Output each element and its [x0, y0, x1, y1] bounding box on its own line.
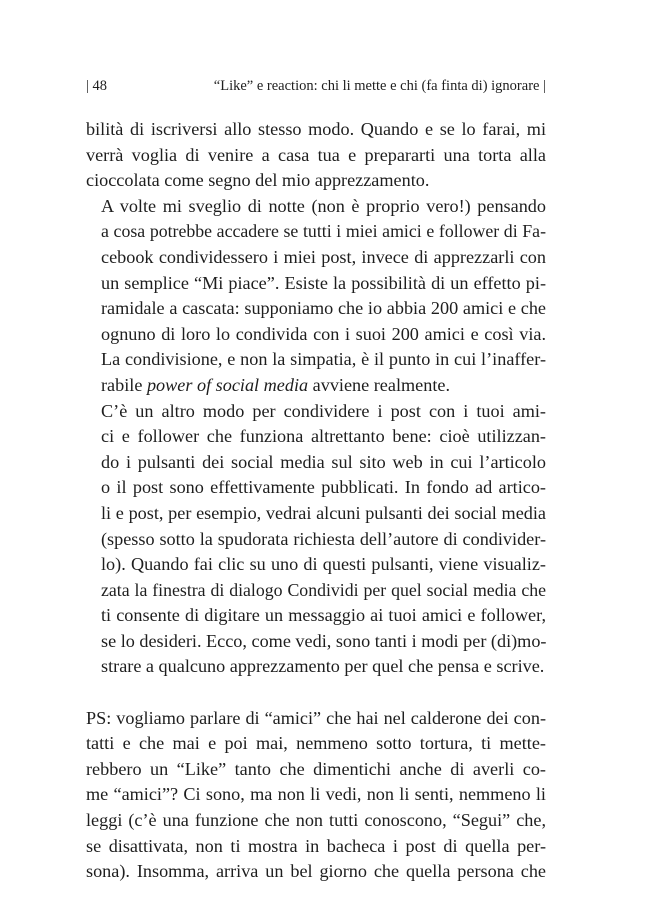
text-line: rebbero un “Like” tanto che dimentichi anche di averli co-: [86, 758, 546, 779]
text-line: (spesso sotto la spudorata richiesta dell’autore di condivider-: [101, 528, 546, 549]
text-line: lo). Quando fai clic su uno di questi pulsanti, viene visualiz-: [101, 554, 546, 575]
text-line: se disattivata, non ti mostra in bacheca i post di quella per-: [86, 835, 546, 856]
paragraph-postscript: [86, 706, 546, 885]
text-line: C’è un altro modo per condividere i post con i tuoi ami-: [101, 400, 546, 421]
running-head-title: “Like” e reaction: chi li mette e chi (fa finta di) ignorare |: [213, 78, 546, 94]
paragraph-night-thoughts: [86, 194, 546, 399]
emphasis-phrase: power of social media: [146, 374, 309, 395]
paragraph-continuation: [86, 117, 546, 194]
text-line: leggi (c’è una funzione che non tutti conoscono, “Segui” che,: [86, 810, 546, 831]
text-line: ti consente di digitare un messaggio ai tuoi amici e follower,: [101, 605, 546, 626]
text-line: cebook condividessero i miei post, invece di apprezzarli con: [101, 246, 546, 267]
text-line: La condivisione, e non la simpatia, è il punto in cui l’inaffer-: [101, 349, 546, 370]
text-line: me “amici”? Ci sono, ma non li vedi, non li senti, nemmeno li: [86, 784, 546, 805]
page-number: | 48: [86, 78, 108, 94]
text-line: sona). Insomma, arriva un bel giorno che quella persona che: [86, 861, 546, 882]
text-run: rabile: [101, 374, 147, 395]
paragraph-share-buttons: [86, 399, 546, 681]
running-head: [86, 76, 546, 96]
text-line: bilità di iscriversi allo stesso modo. Quando e se lo farai, mi: [86, 119, 546, 139]
text-run: avviene realmente.: [308, 374, 450, 395]
text-line: se lo desideri. Ecco, come vedi, sono tanti i modi per (di)mo-: [101, 630, 547, 651]
text-line: li e post, per esempio, vedrai alcuni pulsanti dei social media: [101, 502, 546, 523]
text-line: PS: vogliamo parlare di “amici” che hai nel calderone dei con-: [86, 707, 546, 728]
text-line: strare a qualcuno apprezzamento per quel che pensa e scrive.: [101, 656, 545, 677]
text-line: un semplice “Mi piace”. Esiste la possibilità di un effetto pi-: [101, 272, 546, 293]
text-line: cioccolata come segno del mio apprezzamento.: [86, 170, 430, 191]
text-line: ramidale a cascata: supponiamo che io abbia 200 amici e che: [101, 298, 546, 319]
text-line: zata la finestra di dialogo Condividi per quel social media che: [101, 579, 546, 600]
text-line: [86, 373, 546, 399]
text-line: A volte mi sveglio di notte (non è proprio vero!) pensando: [101, 195, 546, 216]
text-line: verrà voglia di venire a casa tua e prepararti una torta alla: [86, 144, 546, 165]
body-text: [86, 117, 546, 885]
text-line: tatti e che mai e poi mai, nemmeno sotto tortura, ti mette-: [86, 733, 546, 754]
text-line: do i pulsanti dei social media sul sito web in cui l’articolo: [101, 451, 546, 472]
text-line: ognuno di loro lo condivida con i suoi 200 amici e così via.: [101, 323, 546, 344]
text-line: o il post sono effettivamente pubblicati. In fondo ad artico-: [101, 477, 546, 498]
text-line: a cosa potrebbe accadere se tutti i miei amici e follower di Fa-: [101, 221, 546, 242]
text-line: ci e follower che funziona altrettanto bene: cioè utilizzan-: [101, 426, 546, 447]
